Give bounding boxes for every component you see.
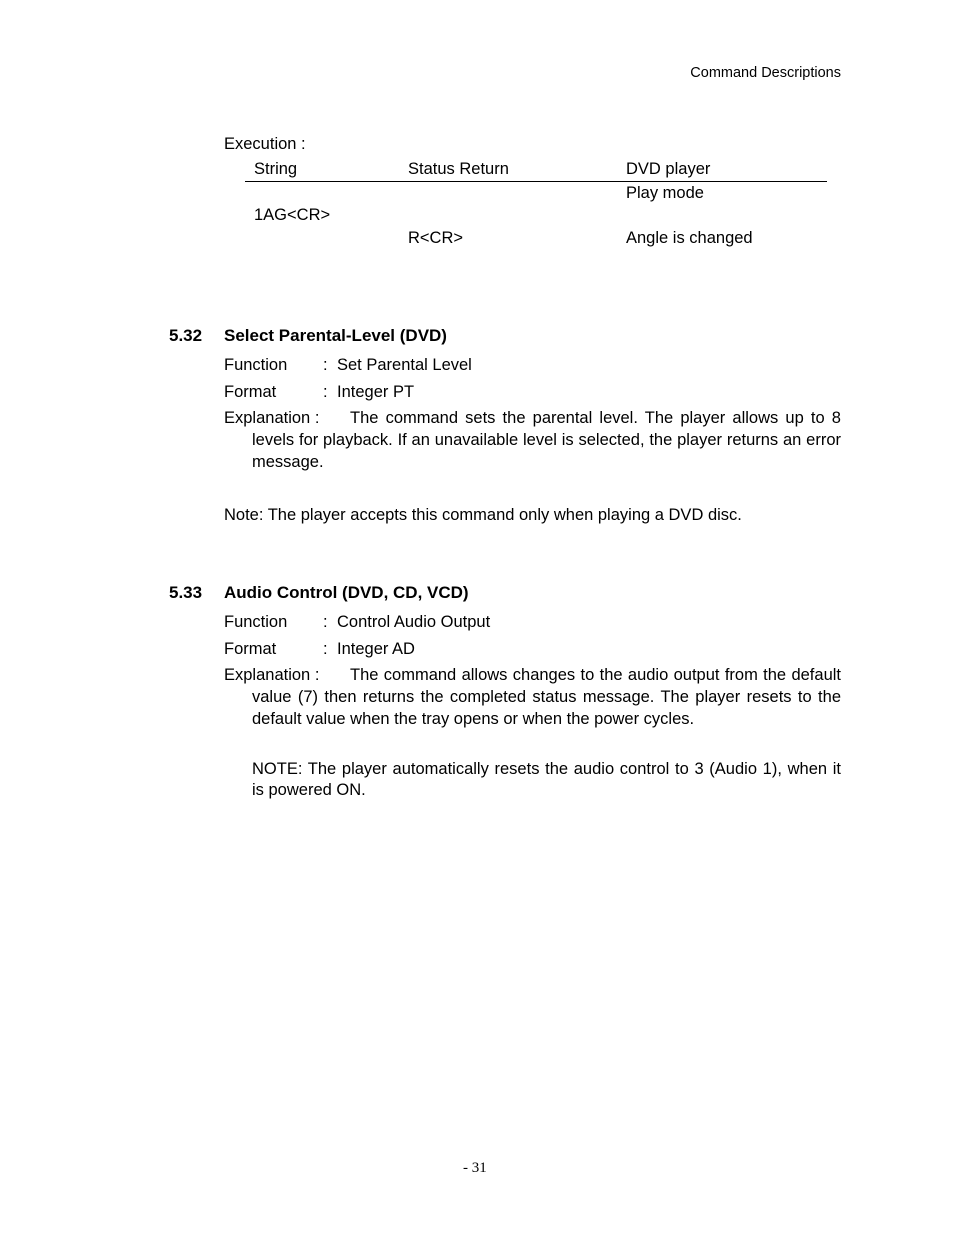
format-value: Integer PT [337,383,415,401]
format-label: Format [224,640,277,658]
colon: : [323,383,328,401]
colon: : [323,613,328,631]
section-title: Audio Control (DVD, CD, VCD) [224,583,469,602]
format-value: Integer AD [337,640,415,658]
colon: : [323,356,328,374]
function-label: Function [224,356,288,374]
note: NOTE: The player automatically resets the audio control to 3 (Audio 1), when it is powered ON. [252,760,841,799]
table-cell-player: Angle is changed [626,229,753,247]
column-header-dvd-player: DVD player [626,160,711,178]
section-title: Select Parental-Level (DVD) [224,326,447,345]
function-value: Set Parental Level [337,356,472,374]
table-cell-status: R<CR> [408,229,464,247]
colon: : [323,640,328,658]
explanation-label: Explanation : [224,409,320,427]
format-label: Format [224,383,277,401]
page-number: - 31 [463,1160,487,1176]
function-value: Control Audio Output [337,613,491,631]
table-cell-player: Play mode [626,184,704,202]
column-header-string: String [254,160,298,178]
function-label: Function [224,613,288,631]
table-header-rule [245,181,827,182]
column-header-status-return: Status Return [408,160,509,178]
running-header: Command Descriptions [690,65,841,81]
explanation-text: The command allows changes to the audio output from the default value (7) then returns the completed status message. The player resets to the default value when the tray opens or when the power cycles. [252,666,841,728]
execution-label: Execution : [224,135,306,153]
table-cell-string: 1AG<CR> [254,206,331,224]
note: Note: The player accepts this command only when playing a DVD disc. [224,506,742,524]
explanation-label: Explanation : [224,666,320,684]
section-number: 5.33 [169,583,203,602]
explanation-text: The command sets the parental level. The player allows up to 8 levels for playback. If an unavailable level is selected, the player returns an error message. [252,409,841,471]
section-number: 5.32 [169,326,203,345]
